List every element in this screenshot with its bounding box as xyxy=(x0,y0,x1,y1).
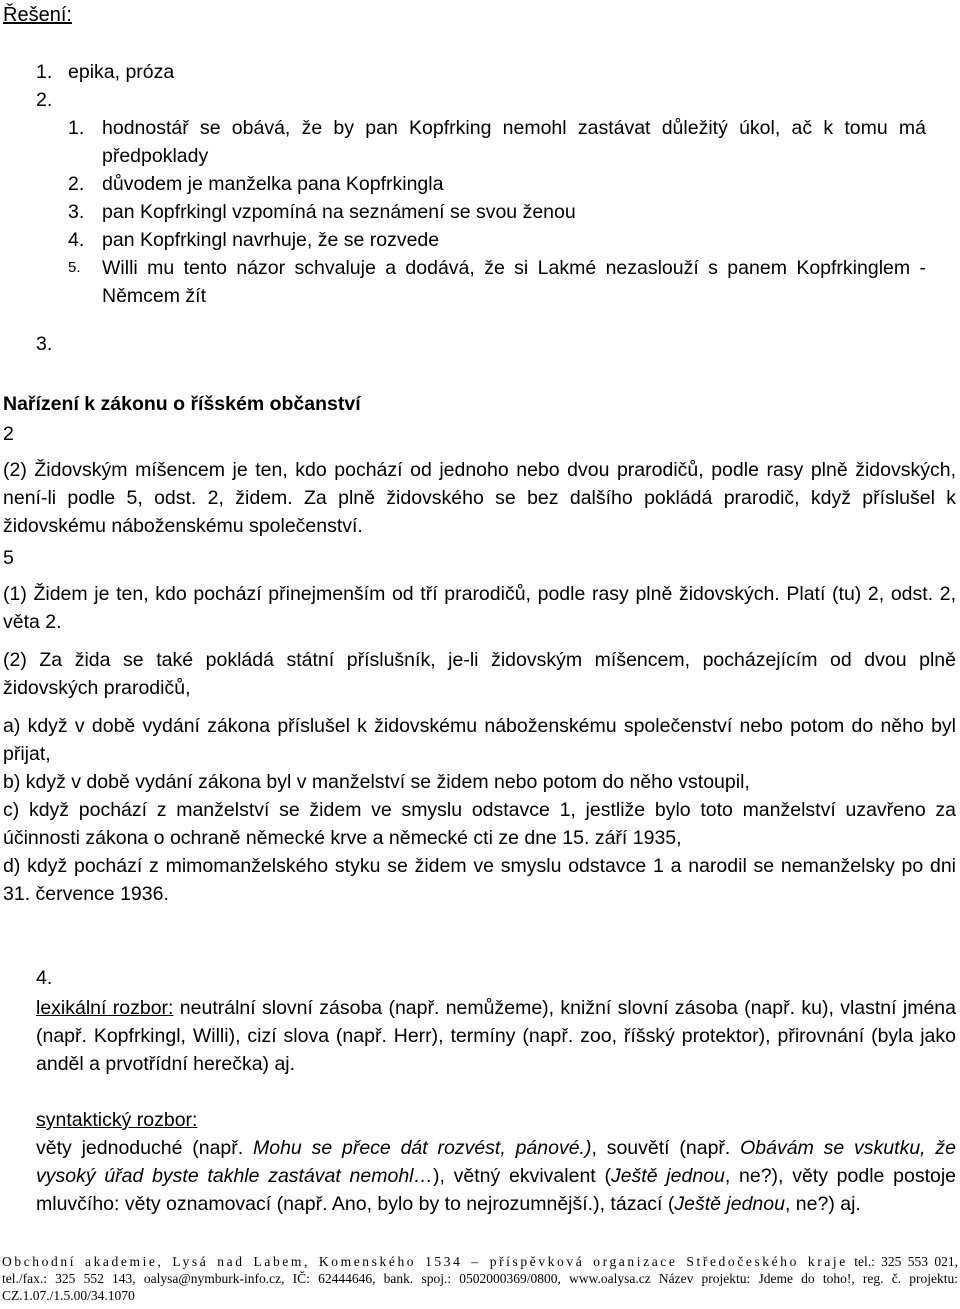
answer-1 xyxy=(36,58,946,86)
law-paragraph-2-2: (2) Židovským míšencem je ten, kdo pochází od jednoho nebo dvou prarodičů, podle rasy plně židovských, není-li podle 5, odst. 2, židem. Za plně židovského se bez dalšího pokládá prarodič, když příslušel k židovskému náboženskému společenství. xyxy=(3,459,956,537)
sub-item-5 xyxy=(68,254,926,310)
answer-3-number: 3. xyxy=(36,333,53,355)
sub-item-number: 2. xyxy=(68,173,85,195)
answer-2 xyxy=(36,86,946,310)
law-paragraph-5-1: (1) Židem je ten, kdo pochází přinejmenším od tří prarodičů, podle rasy plně židovských. Platí (tu) 2, odst. 2, věta 2. xyxy=(3,583,956,633)
answer-4 xyxy=(36,964,956,1218)
law-clause-c: c) když pochází z manželství se židem ve smyslu odstavce 1, jestliže bylo toto manželství uzavřeno za účinnosti zákona o ochraně německé krve a německé cti ze dne 15. září 1935, xyxy=(3,799,956,849)
sub-item-number: 5. xyxy=(68,259,81,276)
sub-item-1 xyxy=(68,114,926,170)
section-5-number: 5 xyxy=(3,547,14,569)
sub-item-text: pan Kopfrkingl navrhuje, že se rozvede xyxy=(102,229,440,251)
syntactic-analysis-label: syntaktický rozbor: xyxy=(36,1109,198,1131)
answer-list xyxy=(36,58,946,310)
syntax-text-part: ), větný ekvivalent ( xyxy=(433,1165,611,1187)
syntax-example: Obávám se vskutku, že vysoký úřad byste takhle zastávat nemohl… xyxy=(36,1137,956,1187)
section-2-heading xyxy=(3,420,956,448)
syntax-example: Ještě jednou xyxy=(610,1165,725,1187)
footer-contact: tel.: 325 553 021, tel./fax.: 325 552 143, oalysa@nymburk-info.cz, IČ: 62444646, bank. spoj.: 0502000369/0800, www.oalysa.cz Název projektu: Jdeme do toho!, reg. č. projektu: CZ.1.07./1.5.00/34.1070 xyxy=(2,1254,958,1303)
law-clause-b: b) když v době vydání zákona byl v manželství se židem nebo potom do něho vstoupil, xyxy=(3,771,750,793)
answer-4-number: 4. xyxy=(36,967,53,989)
syntax-text-part: , ne?), věty podle postoje mluvčího: věty oznamovací (např. Ano, bylo by to nejrozumnější.), tázací ( xyxy=(36,1165,957,1215)
sub-item-text: pan Kopfrkingl vzpomíná na seznámení se svou ženou xyxy=(102,201,576,223)
answer-1-text: epika, próza xyxy=(68,61,175,83)
section-5-heading xyxy=(3,544,956,572)
law-title: Nařízení k zákonu o říšském občanství xyxy=(3,393,361,415)
sub-item-4 xyxy=(68,226,926,254)
sub-item-text: hodnostář se obává, že by pan Kopfrking nemohl zastávat důležitý úkol, ač k tomu má předpoklady xyxy=(102,117,926,167)
syntax-text-part: věty jednoduché (např. xyxy=(36,1137,253,1159)
footer-school-name: Obchodní akademie, Lysá nad Labem, Komenského 1534 – příspěvková organizace Středočeského kraje xyxy=(2,1254,848,1269)
answer-2-number: 2. xyxy=(36,89,53,111)
lexical-analysis xyxy=(36,994,956,1078)
sub-item-number: 3. xyxy=(68,201,85,223)
section-2-number: 2 xyxy=(3,423,14,445)
sub-item-text: důvodem je manželka pana Kopfrkingla xyxy=(102,173,444,195)
solution-heading: Řešení: xyxy=(3,4,72,26)
answer-2-sublist xyxy=(68,114,926,310)
syntax-text-part: , souvětí (např. xyxy=(591,1137,741,1159)
sub-item-2 xyxy=(68,170,926,198)
syntax-example: Ještě jednou xyxy=(674,1193,785,1215)
sub-item-number: 4. xyxy=(68,229,85,251)
sub-item-number: 1. xyxy=(68,117,85,139)
answer-1-number: 1. xyxy=(36,61,53,83)
sub-item-text: Willi mu tento názor schvaluje a dodává, že si Lakmé nezaslouží s panem Kopfrkinglem - Němcem žít xyxy=(102,257,926,307)
lexical-analysis-text: neutrální slovní zásoba (např. nemůžeme), knižní slovní zásoba (např. ku), vlastní jména (např. Kopfrkingl, Willi), cizí slova (např. Herr), termíny (např. zoo, říšský protektor), přirovnání (byla jako anděl a prvotřídní herečka) aj. xyxy=(36,997,956,1075)
syntax-text-part: , ne?) aj. xyxy=(784,1193,861,1215)
lexical-analysis-label: lexikální rozbor: xyxy=(36,997,174,1019)
law-paragraph-5-2: (2) Za žida se také pokládá státní příslušník, je-li židovským míšencem, pocházejícím od dvou plně židovských prarodičů, xyxy=(3,649,956,699)
law-clause-d: d) když pochází z mimomanželského styku se židem ve smyslu odstavce 1 a narodil se nemanželsky po dni 31. července 1936. xyxy=(3,855,956,905)
syntax-example: Mohu se přece dát rozvést, pánové.) xyxy=(252,1137,592,1159)
syntactic-analysis-text xyxy=(36,1134,956,1218)
page-footer xyxy=(2,1253,958,1304)
law-clause-a: a) když v době vydání zákona příslušel k židovskému náboženskému společenství nebo potom do něho byl přijat, xyxy=(3,715,956,765)
law-excerpt xyxy=(3,390,956,908)
sub-item-3 xyxy=(68,198,926,226)
